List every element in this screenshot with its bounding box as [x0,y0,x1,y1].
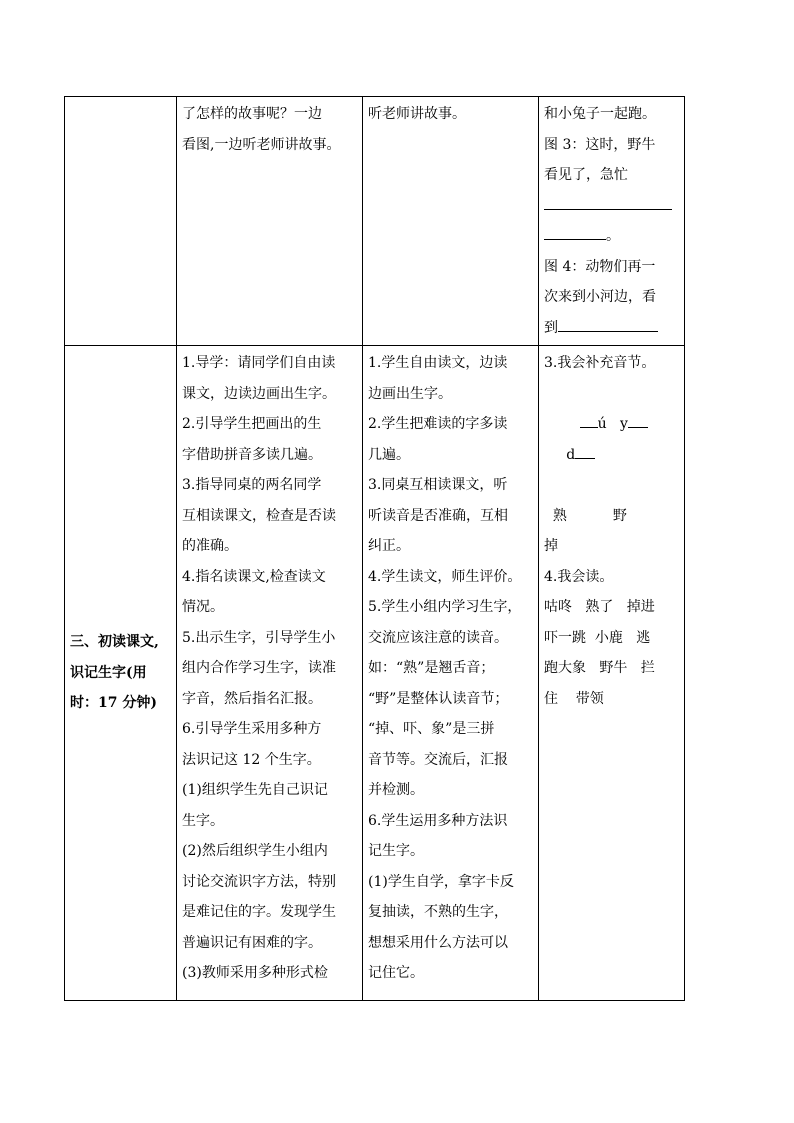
reading-words: 住 带领 [544,690,604,707]
text-line: 5.出示生字，引导学生小 [182,629,336,646]
text-line: 讨论交流识字方法，特别 [182,873,336,890]
text-line: 记住它。 [368,965,424,981]
text-line: 6.引导学生采用多种方 [182,721,322,737]
text-line: 听读音是否准确，互相 [368,507,508,524]
text-line: 1.导学：请同学们自由读 [182,355,336,371]
text-line: 2.学生把难读的字多读 [368,416,508,432]
text-line: 纠正。 [368,538,410,554]
text-line: 3.同桌互相读课文，听 [368,477,508,493]
answer-blank [544,191,672,210]
student-activity-cell [363,346,539,1001]
text-line: 和小兔子一起跑。 [544,106,656,122]
fill-blank-line: 到 [544,313,679,344]
answer-blank [580,409,598,428]
answer-blank [544,221,606,240]
text-line: 的准确。 [182,538,238,554]
text-line: “野”是整体认读音节； [368,690,509,707]
text-line: 5.学生小组内学习生字， [368,599,522,615]
pinyin-blanks: ú y d [544,379,679,501]
fill-blank-line [544,191,679,222]
fill-blank-line: 。 [544,221,679,252]
text-line: 4.指名读课文,检查读文 [182,568,326,585]
text-line: 情况。 [182,599,224,615]
text-line: 记生字。 [368,843,424,859]
exercise-cell [539,97,685,346]
text-line: 2.引导学生把画出的生 [182,416,322,432]
text-line: 是难记住的字。发现学生 [182,904,336,920]
text-line: “掉、吓、象”是三拼 [368,721,495,737]
text-line: (1)学生自学，拿字卡反 [368,873,514,890]
text-line: (3)教师采用多种形式检 [182,965,328,981]
text-line: 1.学生自由读文，边读 [368,355,508,371]
text-line: 生字。 [182,812,224,829]
text-line: 看图,一边听老师讲故事。 [182,136,341,153]
text-line: 边画出生字。 [368,385,452,402]
reading-words: 咕咚 熟了 掉进 [544,599,655,615]
table-row [65,97,685,346]
table-row [65,346,685,1001]
text-line: 看见了，急忙 [544,167,628,183]
text-line: 如：“熟”是翘舌音； [368,660,495,676]
section-title: 三、初读课文, [70,634,159,651]
student-activity-cell [363,97,539,346]
reading-words: 跑大象 野牛 拦 [544,660,655,676]
text-line: 普遍识记有困难的字。 [182,934,322,951]
text-line: 图 3：这时，野牛 [544,136,656,153]
answer-blank [558,313,658,332]
reading-words: 吓一跳 小鹿 逃 [544,629,651,646]
text-line: 课文，边读边画出生字。 [182,385,336,402]
text-line: 互相读课文，检查是否读 [182,507,336,524]
text-line: 几遍。 [368,446,410,463]
section-title: 时：17 分钟) [70,695,157,712]
text-line: 图 4：动物们再一 [544,258,656,275]
answer-blank [575,440,595,459]
text-line: 6.学生运用多种方法识 [368,812,508,829]
teacher-activity-cell [177,346,363,1001]
section-cell [65,97,177,346]
text-line: (2)然后组织学生小组内 [182,843,328,859]
pinyin-char: 掉 [544,538,558,554]
answer-blank [628,409,648,428]
text-line: 次来到小河边，看 [544,289,656,305]
text-line: 想想采用什么方法可以 [368,934,508,951]
exercise-cell [539,346,685,1001]
exercise-title: 4.我会读。 [544,568,614,585]
text-line: 并检测。 [368,782,424,798]
text-line: 音节等。交流后，汇报 [368,751,508,768]
text-line: (1)组织学生先自己识记 [182,782,328,798]
exercise-title: 3.我会补充音节。 [544,355,656,371]
text-line: 组内合作学习生字，读准 [182,660,336,676]
pinyin-chars: 熟 野 [552,507,627,524]
text-line: 法识记这 12 个生字。 [182,751,321,768]
teacher-activity-cell [177,97,363,346]
text-line: 复抽读，不熟的生字， [368,904,508,920]
section-title: 识记生字(用 [70,664,147,681]
text-line: 听老师讲故事。 [368,106,466,122]
text-line: 了怎样的故事呢？一边 [182,106,322,122]
lesson-plan-table [64,96,685,1001]
text-line: 字借助拼音多读几遍。 [182,446,322,463]
text-line: 4.学生读文，师生评价。 [368,568,522,585]
text-line: 交流应该注意的读音。 [368,629,508,646]
section-cell [65,346,177,1001]
text-line: 字音，然后指名汇报。 [182,690,322,707]
text-line: 3.指导同桌的两名同学 [182,477,322,493]
